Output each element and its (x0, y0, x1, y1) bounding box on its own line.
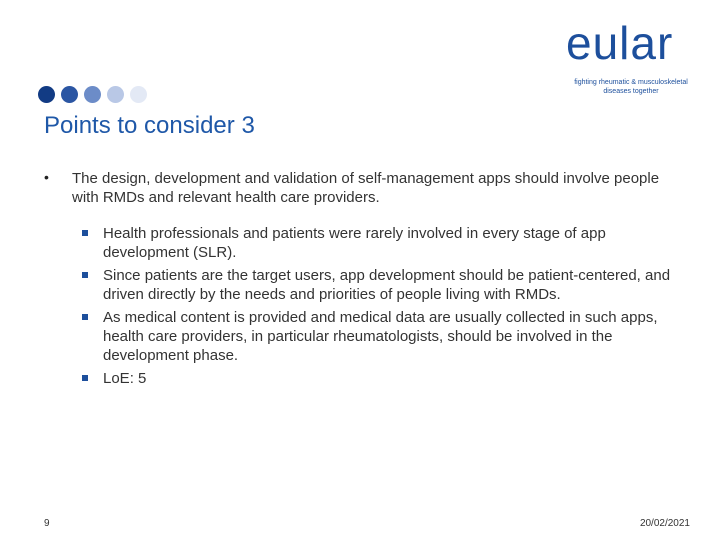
dot-4 (107, 86, 124, 103)
main-bullet-text: The design, development and validation of self-management apps should involve people with RMDs and relevant health care providers. (72, 170, 660, 206)
sub-bullet-text: Since patients are the target users, app development should be patient-centered, and driven directly by the needs and priorities of people living with RMDs. (103, 267, 671, 303)
square-bullet-icon (82, 375, 88, 381)
footer-date: 20/02/2021 (639, 518, 690, 529)
sub-bullet-item (82, 369, 692, 388)
dot-3 (84, 86, 101, 103)
sub-bullet-item (82, 308, 692, 365)
sub-bullet-item (82, 266, 692, 304)
square-bullet-icon (82, 272, 88, 278)
sub-bullet-text: As medical content is provided and medical data are usually collected in such apps, health care providers, in particular rheumatologists, should be involved in the development phase. (103, 309, 658, 364)
page-number: 9 (44, 518, 50, 529)
dot-2 (61, 86, 78, 103)
bullet-marker: • (44, 169, 49, 185)
logo-tagline: fighting rheumatic & musculoskeletal diseases together (574, 79, 688, 95)
sub-bullet-text: Health professionals and patients were rarely involved in every stage of app development (SLR). (103, 225, 606, 261)
eular-logo (566, 17, 696, 95)
dot-1 (38, 86, 55, 103)
slide-title: Points to consider 3 (44, 112, 255, 139)
sub-bullet-item (82, 224, 692, 262)
sub-bullet-text: LoE: 5 (103, 370, 147, 387)
square-bullet-icon (82, 230, 88, 236)
square-bullet-icon (82, 314, 88, 320)
logo-wordmark: eular (566, 17, 674, 69)
sub-bullet-list (82, 224, 692, 392)
dot-5 (130, 86, 147, 103)
